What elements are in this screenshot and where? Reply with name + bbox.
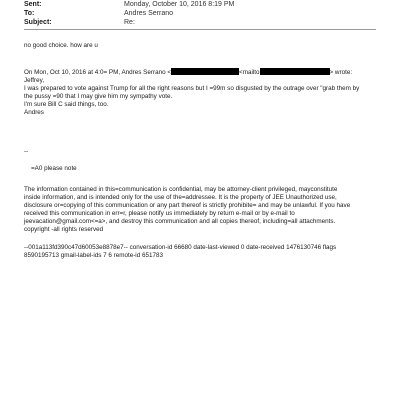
to-label: To: xyxy=(24,10,35,17)
disclaimer-line: jeevacation@gmail.com<=a>, and destroy this communication and all copies thereof, including=all attachments. xyxy=(24,218,336,225)
reply-text: no good choice. how are u xyxy=(24,42,98,49)
to-value: Andres Serrano xyxy=(124,10,174,17)
header-to-row xyxy=(24,9,173,18)
disclaimer-line: disclosure or=copying of this communication or any part thereof is strictly prohibite= and may be unlawful. If you have xyxy=(24,202,351,209)
meta-line: --001a113fd390c47d60053e8878e7-- conversation-id 66680 date-last-viewed 0 date-received 1476130746 flags xyxy=(24,244,337,251)
disclaimer-line: The information contained in this=communication is confidential, may be attorney-client privileged, mayconstitute xyxy=(24,186,338,193)
quoted-attribution xyxy=(24,68,352,77)
quoted-line: the pussy =90 that I may give him my sympathy vote. xyxy=(24,93,173,100)
quoted-line: I'm sure Bill C said things, too. xyxy=(24,101,109,108)
attribution-mailto: <mailto xyxy=(239,69,260,76)
disclaimer-line: received this communication in err=r, please notify us immediately by return e-mail or by e-mail to xyxy=(24,210,295,217)
meta-line: 8590195713 gmail-label-ids 7 6 remote-id 651783 xyxy=(24,252,163,259)
attribution-start: On Mon, Oct 10, 2016 at 4:0= PM, Andres Serrano < xyxy=(24,69,172,76)
disclaimer-line: inside information, and is intended only for the use of the=addressee. It is the property of JEE Unauthorized use, xyxy=(24,194,337,201)
header-sent-row xyxy=(24,0,234,9)
subject-label: Subject: xyxy=(24,19,52,26)
disclaimer-line: copyright -all rights reserved xyxy=(24,226,104,233)
quoted-line: Andres xyxy=(24,109,44,116)
header-subject-row xyxy=(24,18,135,27)
header-divider xyxy=(24,29,376,30)
signature-note: =A0 please note xyxy=(31,165,77,172)
redaction-box xyxy=(171,68,239,75)
quoted-line: I was prepared to vote against Trump for all the right reasons but I =99m so disgusted by the outrage over "grab them by xyxy=(24,85,360,92)
signature-dashes: -- xyxy=(24,148,29,155)
attribution-end: > wrote: xyxy=(329,69,353,76)
redaction-box xyxy=(260,68,330,75)
subject-value: Re: xyxy=(124,19,135,26)
sent-value: Monday, October 10, 2016 8:19 PM xyxy=(124,1,235,8)
quoted-line: Jeffrey, xyxy=(24,77,45,84)
sent-label: Sent: xyxy=(24,1,42,8)
